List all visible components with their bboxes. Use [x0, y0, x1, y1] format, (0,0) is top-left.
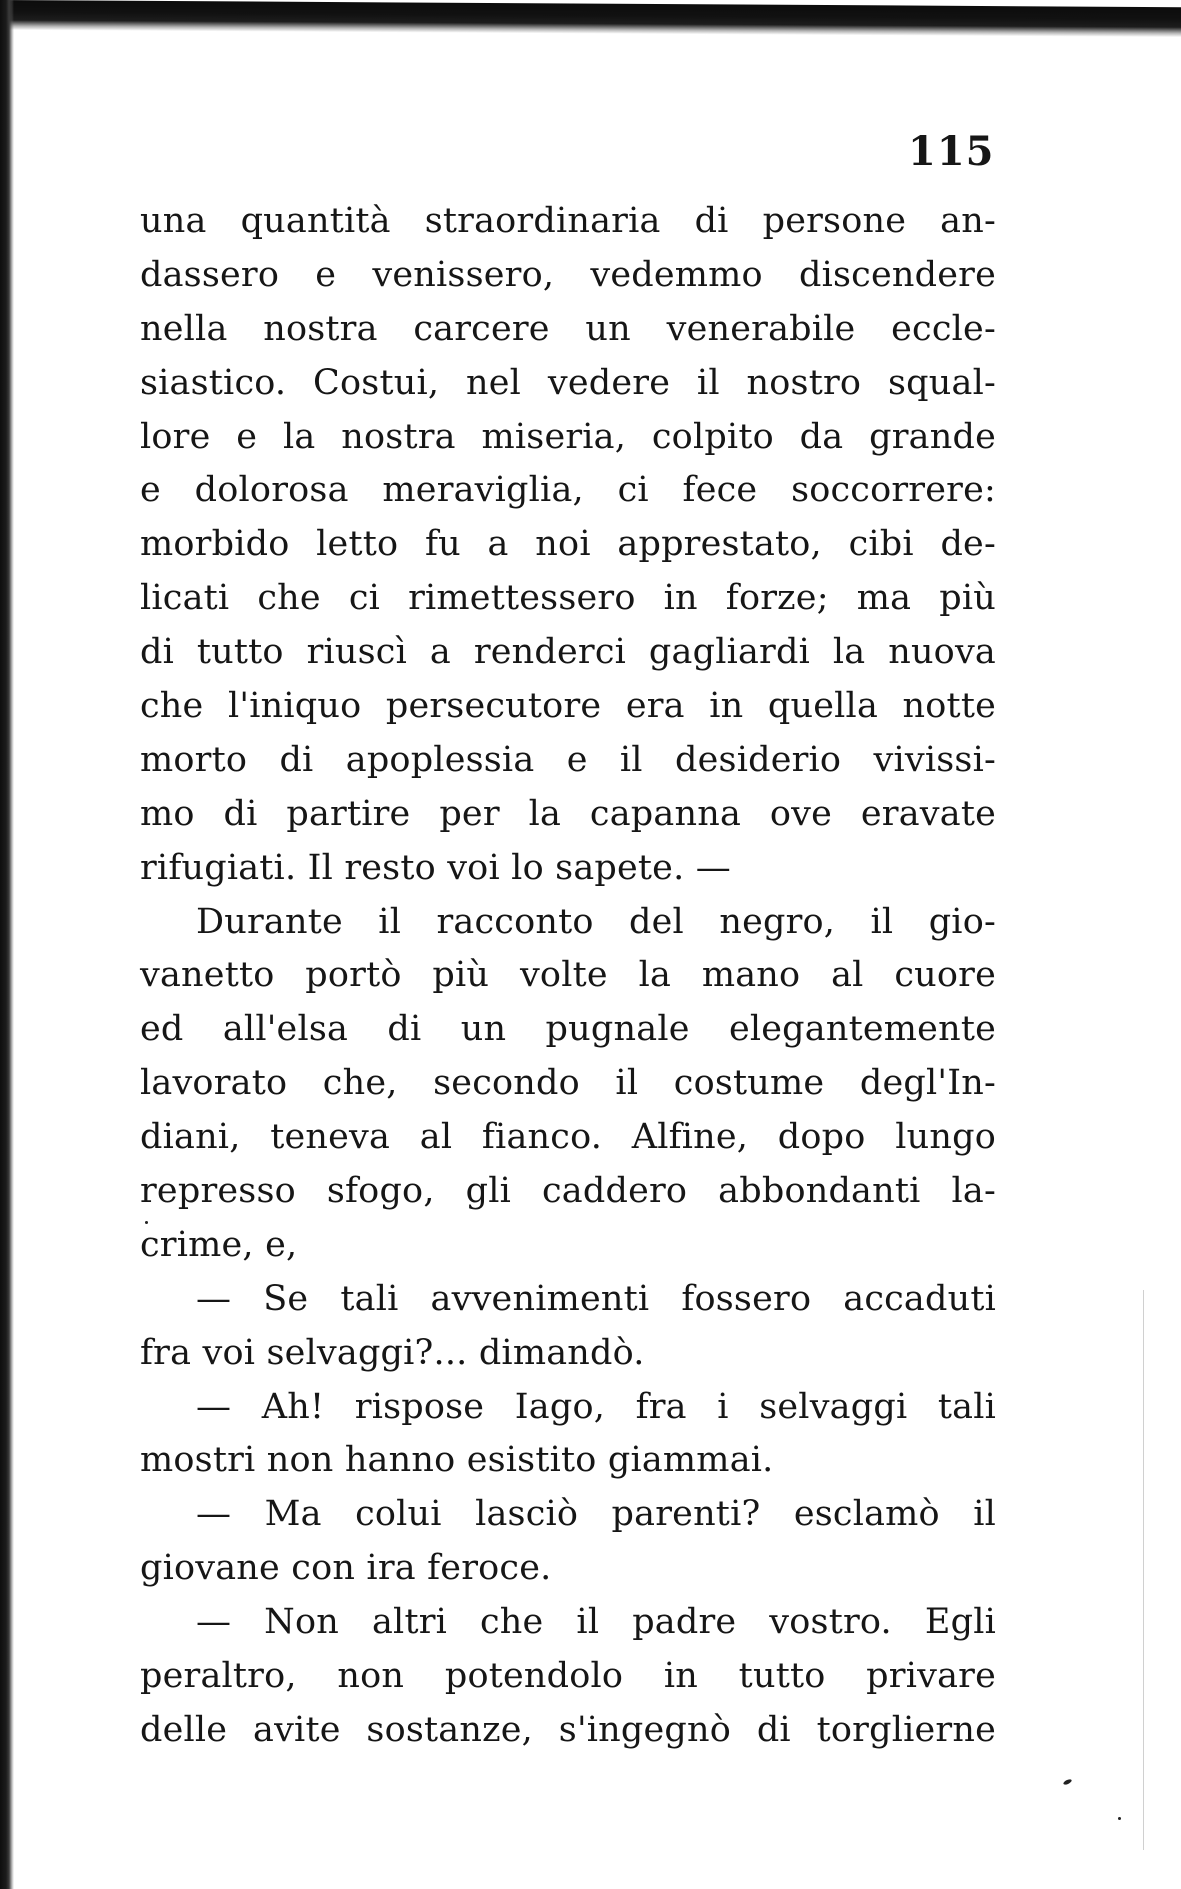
text-line: delle avite sostanze, s'ingegnò di torglierne	[140, 1709, 996, 1750]
text-line: e dolorosa meraviglia, ci fece soccorrere:	[140, 470, 996, 511]
text-line: represso sfogo, gli caddero abbondanti la-	[140, 1171, 996, 1212]
ink-speck	[1063, 1778, 1073, 1785]
text-line: lavorato che, secondo il costume degl'In-	[140, 1063, 996, 1104]
text-line: — Ah! rispose Iago, fra i selvaggi tali	[196, 1386, 996, 1427]
text-line: nella nostra carcere un venerabile eccle-	[140, 308, 996, 349]
text-line: che l'iniquo persecutore era in quella notte	[140, 686, 996, 727]
text-line: siastico. Costui, nel vedere il nostro squal-	[140, 362, 996, 403]
body-text	[140, 195, 996, 1758]
scan-margin-line	[1143, 1290, 1144, 1850]
text-line: crime, e,	[140, 1224, 298, 1265]
text-line: di tutto riuscì a renderci gagliardi la nuova	[140, 632, 996, 673]
text-line: — Ma colui lasciò parenti? esclamò il	[196, 1494, 996, 1535]
text-line: fra voi selvaggi?... dimandò.	[140, 1332, 645, 1373]
text-line: vanetto portò più volte la mano al cuore	[140, 955, 996, 996]
text-line: Durante il racconto del negro, il gio-	[196, 901, 996, 942]
page-number: 115	[908, 128, 995, 175]
text-line: licati che ci rimettessero in forze; ma più	[140, 578, 996, 619]
text-line: morto di apoplessia e il desiderio vivissi-	[140, 739, 996, 780]
text-line: dassero e venissero, vedemmo discendere	[140, 254, 996, 295]
text-line: una quantità straordinaria di persone an-	[140, 201, 996, 241]
text-line: giovane con ira feroce.	[140, 1548, 552, 1589]
ink-speck	[1118, 1817, 1121, 1820]
text-line: morbido letto fu a noi apprestato, cibi de-	[140, 524, 996, 565]
text-line: rifugiati. Il resto voi lo sapete. —	[140, 847, 731, 888]
text-line: ed all'elsa di un pugnale elegantemente	[140, 1009, 996, 1050]
text-line: — Se tali avvenimenti fossero accaduti	[196, 1278, 996, 1319]
text-line: mostri non hanno esistito giammai.	[140, 1440, 774, 1481]
text-line: — Non altri che il padre vostro. Egli	[196, 1602, 996, 1643]
text-line: mo di partire per la capanna ove eravate	[140, 793, 996, 834]
text-line: peraltro, non potendolo in tutto privare	[140, 1656, 996, 1697]
text-line: diani, teneva al fianco. Alfine, dopo lungo	[140, 1117, 996, 1158]
scan-border-top	[0, 0, 1181, 37]
text-line: lore e la nostra miseria, colpito da grande	[140, 416, 996, 457]
scan-border-left	[0, 0, 14, 1889]
